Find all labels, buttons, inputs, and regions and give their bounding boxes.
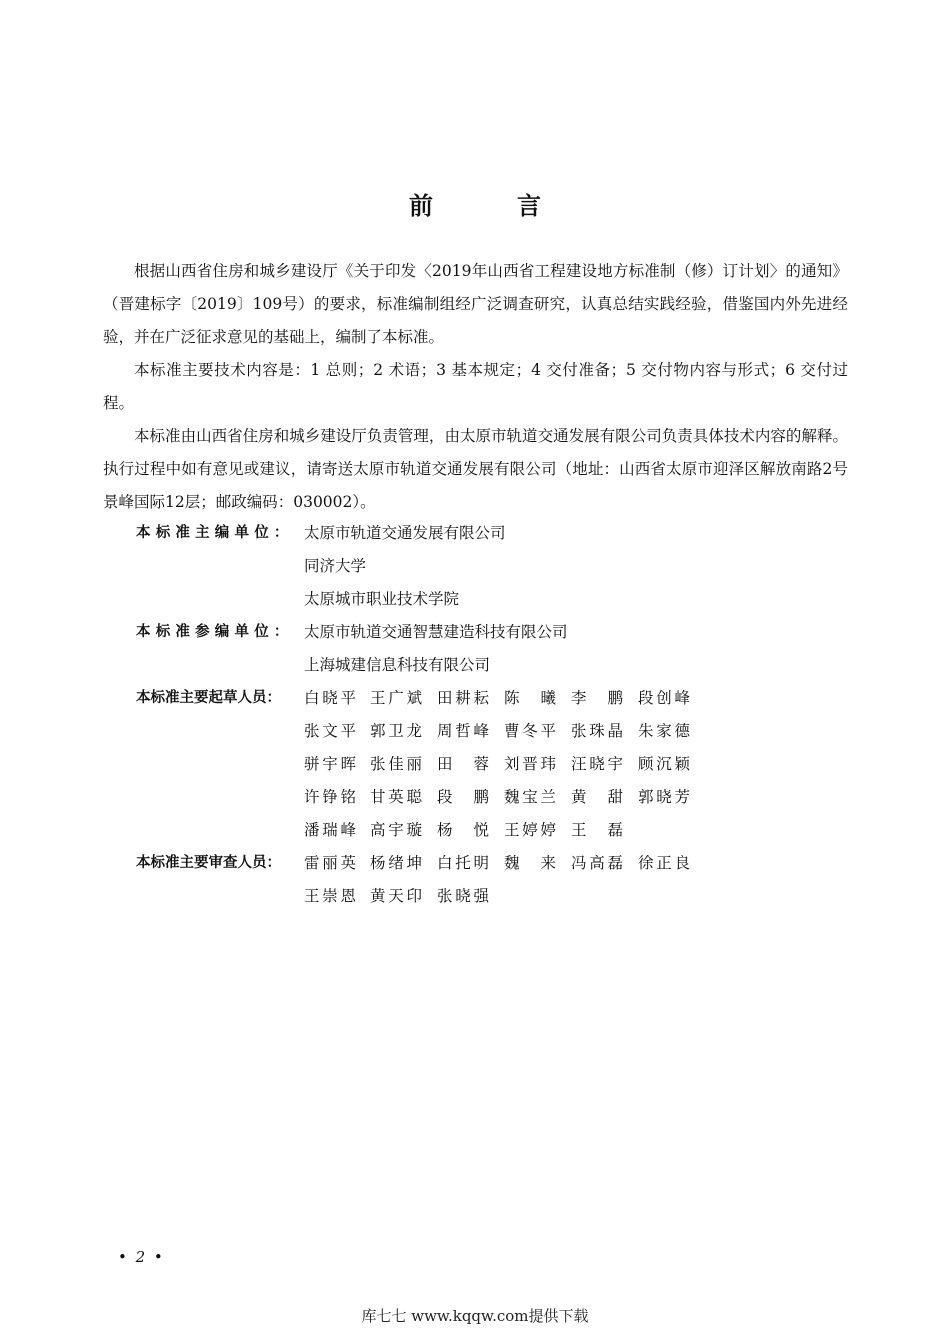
paragraph-contents: 本标准主要技术内容是：1 总则；2 术语；3 基本规定；4 交付准备；5 交付物内容与形式；6 交付过程。 bbox=[103, 361, 849, 412]
drafter-name: 顾沉颖 bbox=[638, 755, 690, 773]
reviewers-label: 本标准主要审查人员： bbox=[136, 855, 281, 871]
participating-unit: 上海城建信息科技有限公司 bbox=[304, 656, 491, 674]
drafter-name: 许铮铭 bbox=[304, 788, 356, 806]
paragraph-management: 本标准由山西省住房和城乡建设厅负责管理，由太原市轨道交通发展有限公司负责具体技术内容的解释。执行过程中如有意见或建议，请寄送太原市轨道交通发展有限公司（地址：山西省太原市迎泽区解放南路2号景峰国际12层；邮政编码：030002）。 bbox=[103, 427, 848, 511]
reviewer-name: 雷丽英 bbox=[304, 854, 356, 872]
reviewer-name: 张晓强 bbox=[437, 887, 489, 905]
reviewer-name: 徐正良 bbox=[638, 854, 690, 872]
chief-unit: 太原市轨道交通发展有限公司 bbox=[304, 524, 506, 542]
drafter-name: 魏宝兰 bbox=[504, 788, 556, 806]
drafter-name: 周哲峰 bbox=[437, 722, 489, 740]
drafter-name: 曹冬平 bbox=[504, 722, 556, 740]
drafter-name: 黄甜 bbox=[571, 788, 623, 806]
drafter-name: 田耕耘 bbox=[437, 689, 489, 707]
drafter-name: 白晓平 bbox=[304, 689, 356, 707]
participating-unit: 太原市轨道交通智慧建造科技有限公司 bbox=[304, 623, 568, 641]
page-number: • 2 • bbox=[118, 1248, 165, 1266]
reviewer-name: 白托明 bbox=[437, 854, 489, 872]
drafter-name: 潘瑞峰 bbox=[304, 821, 356, 839]
drafter-name: 朱家德 bbox=[638, 722, 690, 740]
drafter-name: 张文平 bbox=[304, 722, 356, 740]
paragraph-basis: 根据山西省住房和城乡建设厅《关于印发〈2019年山西省工程建设地方标准制（修）订计划〉的通知》（晋建标字〔2019〕109号）的要求，标准编制组经广泛调查研究，认真总结实践经验，借鉴国内外先进经验，并在广泛征求意见的基础上，编制了本标准。 bbox=[103, 262, 848, 346]
drafter-name: 陈曦 bbox=[504, 689, 556, 707]
drafter-name: 段鹏 bbox=[437, 788, 489, 806]
drafter-name: 张珠晶 bbox=[571, 722, 623, 740]
reviewer-name: 冯高磊 bbox=[571, 854, 623, 872]
reviewer-name: 杨绪坤 bbox=[370, 854, 422, 872]
participating-units-label: 本标准参编单位： bbox=[136, 624, 294, 640]
drafter-name: 王婷婷 bbox=[504, 821, 556, 839]
drafter-name: 王磊 bbox=[571, 821, 623, 839]
drafter-name: 刘晋玮 bbox=[504, 755, 556, 773]
chief-units-label: 本标准主编单位： bbox=[136, 525, 294, 541]
download-footer: 库七七 www.kqqw.com提供下载 bbox=[361, 1307, 589, 1325]
chief-unit: 同济大学 bbox=[304, 557, 367, 575]
drafter-name: 郭晓芳 bbox=[638, 788, 690, 806]
drafter-name: 段创峰 bbox=[638, 689, 690, 707]
drafter-name: 郭卫龙 bbox=[370, 722, 422, 740]
drafter-name: 高宇璇 bbox=[370, 821, 422, 839]
drafter-name: 王广斌 bbox=[370, 689, 422, 707]
reviewer-name: 王崇恩 bbox=[304, 887, 356, 905]
page-title: 前 言 bbox=[409, 192, 571, 220]
drafter-name: 汪晓宇 bbox=[571, 755, 623, 773]
reviewer-name: 魏来 bbox=[504, 854, 556, 872]
drafter-name: 骈宇晖 bbox=[304, 755, 356, 773]
drafter-name: 杨悦 bbox=[437, 821, 489, 839]
drafter-name: 李鹏 bbox=[571, 689, 623, 707]
drafters-label: 本标准主要起草人员： bbox=[136, 690, 281, 706]
drafter-name: 甘英聪 bbox=[370, 788, 422, 806]
drafter-name: 张佳丽 bbox=[370, 755, 422, 773]
reviewer-name: 黄天印 bbox=[370, 887, 422, 905]
chief-unit: 太原城市职业技术学院 bbox=[304, 590, 460, 608]
drafter-name: 田蓉 bbox=[437, 755, 489, 773]
